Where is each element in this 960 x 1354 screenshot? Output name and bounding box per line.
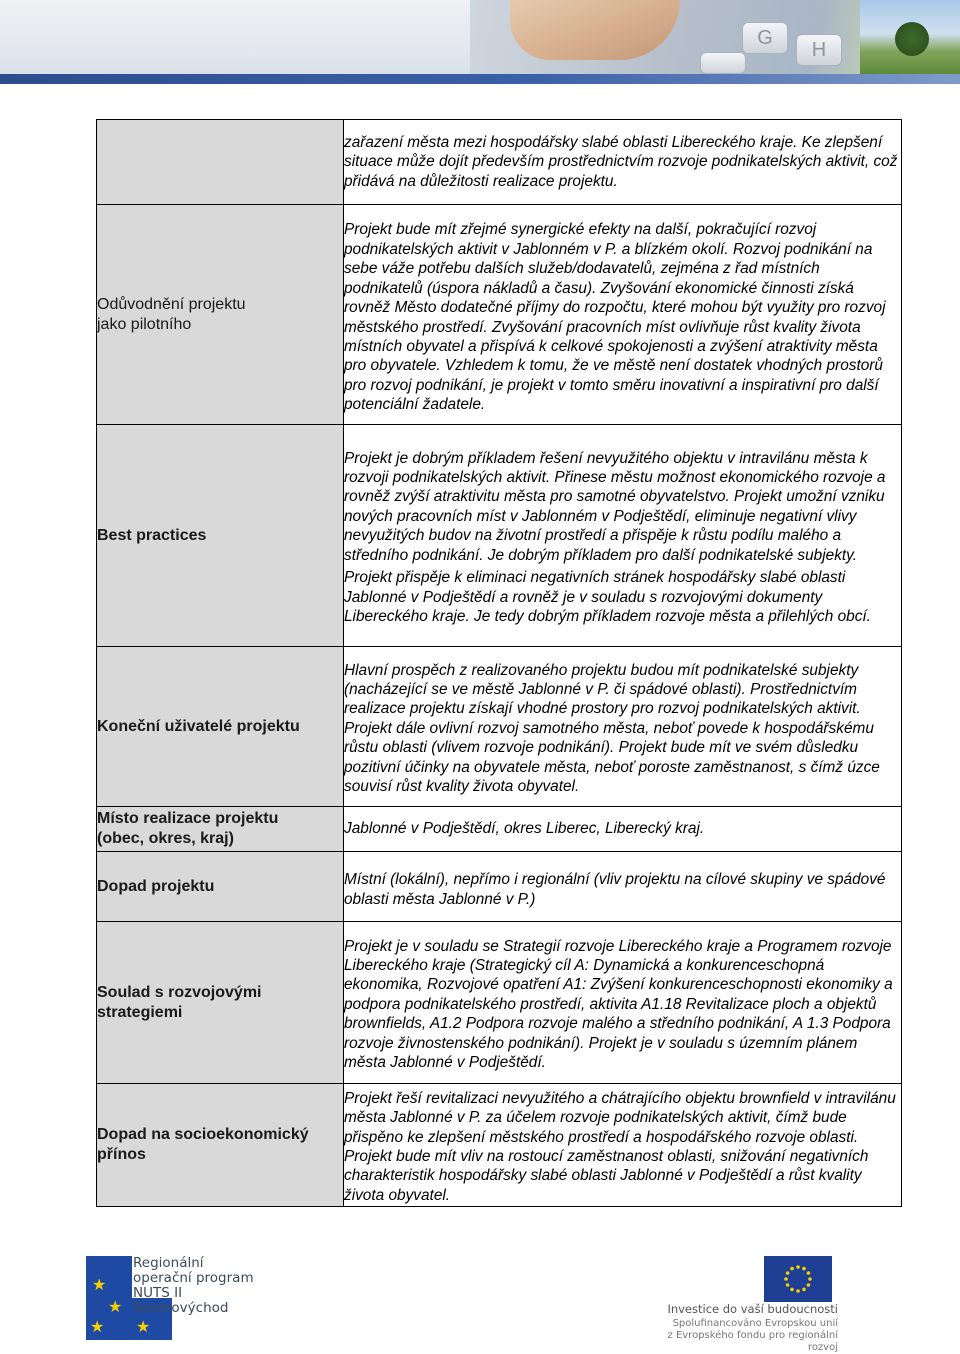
- eu-logo-line: z Evropského fondu pro regionální rozvoj: [667, 1330, 838, 1353]
- star-icon: ★: [108, 1299, 123, 1316]
- keycap: [700, 52, 746, 74]
- rop-logo-line: operační program: [133, 1270, 254, 1286]
- star-icon: ★: [136, 1319, 151, 1336]
- row-text: zařazení města mezi hospodářsky slabé oblasti Libereckého kraje. Ke zlepšení situace může dojít především prostřednictvím rozvoje podnikatelských aktivit, což přidává na důležitosti realizace projektu.: [344, 120, 902, 205]
- row-text: Jablonné v Podještědí, okres Liberec, Liberecký kraj.: [344, 807, 902, 852]
- paragraph: Projekt je dobrým příkladem řešení nevyužitého objektu v intravilánu města k rozvoji podnikatelských aktivit. Přinese městu možnost ekonomického rozvoje a rovněž zvýší atraktivitu města pro samotné obyvatelstvo. Projekt umožní vzniku nových pracovních míst v Jablonném v Podještědí, eliminuje negativní vlivy nevyužitých budov na životní prostředí a přispěje k růstu podílu malého a středního podnikání. Je dobrým příkladem pro další podnikatelské subjekty.: [344, 449, 886, 564]
- label-line: jako pilotního: [97, 315, 192, 333]
- paragraph: Projekt přispěje k eliminaci negativních stránek hospodářsky slabé oblasti Jablonné v Podještědí a rovněž je v souladu s rozvojovými dokumenty Libereckého kraje. Je tedy dobrým příkladem rozvoje města a přilehlých obcí.: [344, 569, 871, 625]
- label-line: Místo realizace projektu: [97, 810, 279, 827]
- star-icon: ★: [92, 1277, 107, 1294]
- star-icon: ★: [90, 1319, 105, 1336]
- table-row: [97, 205, 902, 425]
- eu-logo: [640, 1256, 840, 1353]
- row-label: [97, 922, 344, 1084]
- rop-logo-text: [133, 1256, 266, 1316]
- table-row: [97, 852, 902, 922]
- row-text: Hlavní prospěch z realizovaného projektu budou mít podnikatelské subjekty (nacházející se ve městě Jablonné v P. či spádové oblasti). Prostřednictvím realizace projektu získají vhodné prostory pro rozvoj podnikatelských aktivit. Projekt dále ovlivní rozvoj samotného města, neboť povede k hospodářskému růstu oblasti (vlivem rozvoje podnikání). Projekt bude mít ve svém důsledku pozitivní účinky na obyvatele města, neboť poroste zaměstnanost, s čímž úzce souvisí růst kvality života obyvatel.: [344, 647, 902, 807]
- row-label: [97, 205, 344, 425]
- row-label-empty: [97, 120, 344, 205]
- eu-stars-icon: [783, 1264, 813, 1294]
- label-line: (obec, okres, kraj): [97, 830, 234, 847]
- row-label: Best practices: [97, 425, 344, 647]
- table-row: [97, 425, 902, 647]
- label-line: přínos: [97, 1146, 146, 1163]
- row-label: Dopad projektu: [97, 852, 344, 922]
- rop-logo-line: Regionální: [133, 1255, 204, 1271]
- rop-logo-line: NUTS II Severovýchod: [133, 1285, 229, 1316]
- label-line: strategiemi: [97, 1003, 183, 1021]
- row-label: [97, 807, 344, 852]
- header-banner: [0, 0, 960, 84]
- header-blue-bar: [0, 74, 960, 84]
- row-text: Projekt je v souladu se Strategií rozvoje Libereckého kraje a Programem rozvoje Libereckého kraje (Strategický cíl A: Dynamická a konkurenceschopná ekonomika, Rozvojové opatření A1: Zvýšení konkurenceschopnosti ekonomiky a podpora podnikatelského prostředí, aktivita A1.18 Revitalizace ploch a objektů brownfields, A1.2 Podpora rozvoje malého a středního podnikání, A 1.3 Podpora rozvoje živnostenského podnikání). Projekt je v souladu s územním plánem města Jablonné v Podještědí.: [344, 922, 902, 1084]
- eu-flag-icon: [764, 1256, 832, 1302]
- row-label: Koneční uživatelé projektu: [97, 647, 344, 807]
- table-row: [97, 922, 902, 1084]
- tree-photo: [895, 22, 929, 56]
- eu-logo-title: Investice do vaší budoucnosti: [667, 1302, 838, 1316]
- row-label: [97, 1084, 344, 1207]
- row-text: Místní (lokální), nepřímo i regionální (vliv projektu na cílové skupiny ve spádové oblasti města Jablonné v P.): [344, 852, 902, 922]
- table-row: [97, 1084, 902, 1207]
- label-line: Dopad na socioekonomický: [97, 1126, 309, 1143]
- rop-logo: [86, 1256, 266, 1342]
- eu-logo-subtitle: [640, 1318, 838, 1354]
- keycap-g: G: [742, 22, 788, 54]
- row-text: Projekt řeší revitalizaci nevyužitého a chátrajícího objektu brownfield v intravilánu města Jablonné v P. za účelem rozvoje podnikatelských aktivit, čímž bude přispěno ke zlepšení městského prostředí a hospodářského rozvoje oblasti. Projekt bude mít vliv na rostoucí zaměstnanost oblasti, snižování negativních charakteristik hospodářsky slabé oblasti Jablonné v Podještědí a růst kvality života obyvatel.: [344, 1084, 902, 1207]
- label-line: Soulad s rozvojovými: [97, 983, 262, 1001]
- eu-logo-line: Spolufinancováno Evropskou unií: [672, 1318, 838, 1329]
- row-text: [344, 425, 902, 647]
- label-line: Odůvodnění projektu: [97, 295, 246, 313]
- keycap-h: H: [796, 34, 842, 66]
- table-row: [97, 807, 902, 852]
- table-row: [97, 120, 902, 205]
- row-text: Projekt bude mít zřejmé synergické efekty na další, pokračující rozvoj podnikatelských aktivit v Jablonném v P. a blízkém okolí. Rozvoj podnikání na sebe váže potřebu dalších služeb/dodavatelů, zejména z řad místních podnikatelů (úspora nákladů a času). Zvyšování ekonomické činnosti získá rovněž Město dodatečné příjmy do rozpočtu, které mohou být využity pro rozvoj městského prostředí. Zvyšování pracovních míst ovlivňuje růst kvality života místních obyvatel a přispívá k celkové spokojenosti a zvýšení atraktivity města pro obyvatele. Vzhledem k tomu, že ve městě není dostatek vhodných prostorů pro rozvoj podnikání, je projekt v tomto směru inovativní a inspirativní pro další potenciální žadatele.: [344, 205, 902, 425]
- table-row: [97, 647, 902, 807]
- project-table: [96, 119, 902, 1207]
